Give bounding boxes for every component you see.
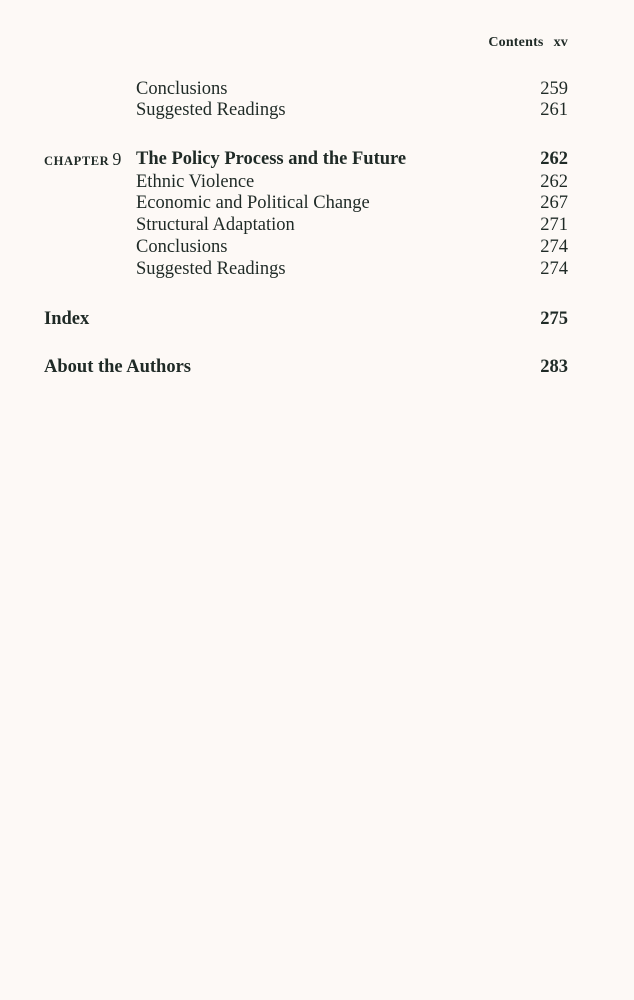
toc-entry-title: Suggested Readings — [136, 100, 286, 120]
chapter-title: The Policy Process and the Future — [136, 149, 407, 169]
chapter-word: CHAPTER — [44, 154, 110, 168]
toc-backmatter-entry[interactable] — [0, 307, 634, 331]
backmatter-page: 275 — [540, 309, 568, 329]
running-head — [488, 35, 568, 51]
toc-backmatter-entry[interactable] — [0, 355, 634, 379]
page-folio: xv — [553, 35, 568, 50]
toc-entry[interactable] — [0, 257, 634, 281]
toc-entry-page: 274 — [540, 259, 568, 279]
toc-entry-page: 259 — [540, 79, 568, 99]
toc-entry-title: Ethnic Violence — [136, 172, 255, 192]
toc-entry[interactable] — [0, 213, 634, 237]
chapter-number: 9 — [112, 149, 122, 169]
toc-entry-page: 271 — [540, 215, 568, 235]
toc-entry-title: Conclusions — [136, 79, 228, 99]
toc-entry-page: 267 — [540, 193, 568, 213]
toc-entry-page: 261 — [540, 100, 568, 120]
backmatter-page: 283 — [540, 357, 568, 377]
chapter-page: 262 — [540, 149, 568, 169]
toc-chapter-heading[interactable] — [0, 147, 634, 171]
backmatter-title: Index — [44, 309, 90, 329]
toc-entry[interactable] — [0, 98, 634, 122]
toc-entry-title: Economic and Political Change — [136, 193, 370, 213]
toc-entry[interactable] — [0, 235, 634, 259]
toc-entry-title: Conclusions — [136, 237, 228, 257]
toc-entry-title: Structural Adaptation — [136, 215, 295, 235]
toc-entry[interactable] — [0, 191, 634, 215]
backmatter-title: About the Authors — [44, 357, 191, 377]
toc-entry-title: Suggested Readings — [136, 259, 286, 279]
toc-entry-page: 274 — [540, 237, 568, 257]
running-head-label: Contents — [488, 35, 544, 50]
toc-entry-page: 262 — [540, 172, 568, 192]
